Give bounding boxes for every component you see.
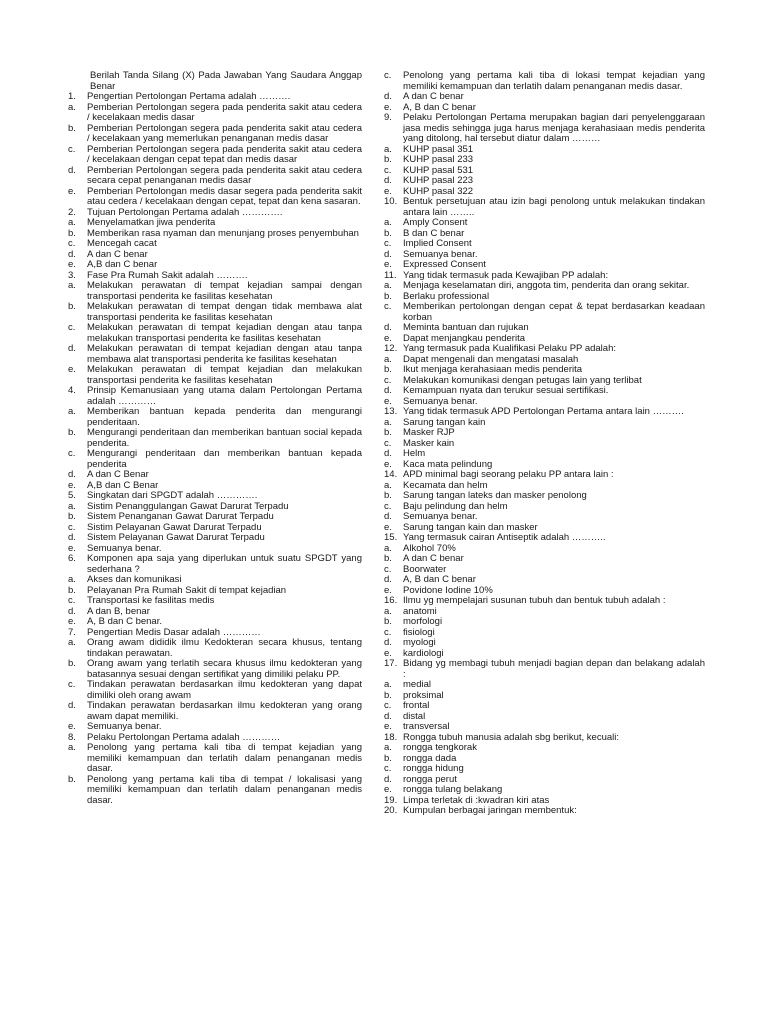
option-letter: a. <box>384 542 392 554</box>
option-letter: e. <box>68 721 76 732</box>
option-text: Semuanya benar. <box>403 511 478 522</box>
option-letter: b. <box>68 584 76 596</box>
question-number: 3. <box>68 269 76 281</box>
option-letter: e. <box>384 395 392 407</box>
option-text: B dan C benar <box>403 227 465 239</box>
option-text: rongga hidung <box>403 763 464 774</box>
answer-option <box>384 71 705 92</box>
answer-option <box>384 176 705 187</box>
option-letter: e. <box>68 259 76 270</box>
option-letter: c. <box>384 626 392 638</box>
option-letter: d. <box>384 511 392 522</box>
option-text: Meminta bantuan dan rujukan <box>403 322 529 333</box>
answer-option <box>68 575 362 586</box>
option-text: Pemberian Pertolongan segera pada penderita sakit atau cedera / kecelakaan medis dasar <box>87 101 362 123</box>
option-letter: a. <box>384 353 392 365</box>
option-text: Alkohol 70% <box>403 542 456 554</box>
answer-option <box>384 439 705 450</box>
option-letter: d. <box>384 175 392 186</box>
option-text: Melakukan perawatan di tempat kejadian dengan atau tanpa melakukan transportasi penderita ke fasilitas kesehatan <box>87 322 362 344</box>
question-number: 16. <box>384 595 398 606</box>
option-text: A dan C benar <box>403 91 464 102</box>
question-item <box>68 92 362 103</box>
option-letter: d. <box>384 322 392 333</box>
option-text: A dan C benar <box>403 553 464 564</box>
option-text: KUHP pasal 351 <box>403 143 474 155</box>
question-text: Pelaku Pertolongan Pertama merupakan bagian dari penyelenggaraan jasa medis sehingga juga harus menjaga kerahasiaan medis penderita yang ditolong, hal tersebut diatur dalam ……… <box>403 112 705 144</box>
option-text: A dan C benar <box>87 248 148 260</box>
question-text: Yang tidak termasuk APD Pertolongan Pertama antara lain ………. <box>403 406 684 417</box>
option-letter: b. <box>384 752 392 764</box>
option-letter: a. <box>384 280 392 291</box>
option-letter: d. <box>68 605 76 617</box>
option-text: Mengurangi penderitaan dan memberikan bantuan kepada penderita <box>87 448 362 470</box>
question-number: 6. <box>68 553 76 564</box>
option-text: Boorwater <box>403 563 447 575</box>
answer-option <box>384 323 705 334</box>
option-letter: c. <box>384 763 392 774</box>
option-text: Tindakan perawatan berdasarkan ilmu kedokteran yang dapat dimiliki oleh orang awam <box>87 679 362 701</box>
option-letter: c. <box>68 143 76 155</box>
option-text: kardiologi <box>403 647 444 659</box>
option-text: Memberikan bantuan kepada penderita dan mengurangi penderitaan. <box>87 406 362 428</box>
answer-option <box>384 302 705 323</box>
option-letter: e. <box>68 542 76 554</box>
answer-option <box>68 145 362 166</box>
answer-option <box>68 596 362 607</box>
option-text: Masker RJP <box>403 427 455 438</box>
option-text: distal <box>403 710 426 722</box>
option-text: Melakukan perawatan di tempat kejadian sampai dengan transportasi penderita ke fasilitas kesehatan <box>87 280 362 302</box>
answer-option <box>68 775 362 807</box>
option-text: A dan B, benar <box>87 605 150 617</box>
question-text: Pengertian Medis Dasar adalah ………… <box>87 626 261 638</box>
question-item <box>384 113 705 145</box>
answer-option <box>68 743 362 775</box>
option-letter: c. <box>384 500 392 512</box>
option-text: KUHP pasal 531 <box>403 164 474 176</box>
question-text: Fase Pra Rumah Sakit adalah ………. <box>87 269 248 281</box>
option-letter: c. <box>384 437 392 449</box>
option-letter: b. <box>384 227 392 239</box>
option-text: A, B dan C benar <box>403 101 476 113</box>
option-letter: b. <box>68 658 76 669</box>
option-letter: d. <box>384 773 392 785</box>
option-text: Penolong yang pertama kali tiba di tempat / lokalisasi yang memiliki kemampuan dan terlatih dalam penanganan medis dasar. <box>87 773 362 806</box>
question-text: Bentuk persetujuan atau izin bagi penolong untuk melakukan tindakan antara lain …….. <box>403 196 705 218</box>
option-text: KUHP pasal 322 <box>403 185 474 197</box>
option-letter: d. <box>384 637 392 648</box>
answer-option <box>384 785 705 796</box>
option-letter: a. <box>384 479 392 491</box>
answer-option <box>384 617 705 628</box>
option-text: myologi <box>403 637 436 648</box>
question-text: Yang tidak termasuk pada Kewajiban PP adalah: <box>403 269 609 281</box>
option-text: transversal <box>403 721 450 732</box>
option-text: Menjaga keselamatan diri, anggota tim, penderita dan orang sekitar. <box>403 280 690 291</box>
answer-option <box>384 722 705 733</box>
option-text: Sarung tangan lateks dan masker penolong <box>403 490 587 501</box>
option-letter: e. <box>68 616 76 627</box>
option-letter: d. <box>384 385 392 396</box>
option-text: Expressed Consent <box>403 259 486 270</box>
option-letter: b. <box>384 364 392 375</box>
question-number: 20. <box>384 805 398 816</box>
question-item <box>384 596 705 607</box>
option-letter: d. <box>384 91 392 102</box>
option-letter: d. <box>68 532 76 543</box>
option-text: Melakukan perawatan di tempat kejadian dengan atau tanpa membawa alat transportasi penderita ke fasilitas kesehatan <box>87 343 362 365</box>
option-text: Mengurangi penderitaan dan memberikan bantuan social kepada penderita. <box>87 427 362 449</box>
option-text: Orang awam yang terlatih secara khusus ilmu kedokteran yang batasannya sesuai dengan sertifikat yang dimiliki pelaku PP. <box>87 658 362 680</box>
question-item <box>384 806 705 817</box>
answer-option <box>384 92 705 103</box>
option-text: Pemberian Pertolongan medis dasar segera pada penderita sakit atau cedera / kecelakaan dengan cepat, tepat dan kena sasaran. <box>87 185 362 207</box>
option-letter: b. <box>384 616 392 627</box>
question-item <box>68 491 362 502</box>
question-item <box>384 407 705 418</box>
question-item <box>384 470 705 481</box>
question-number: 12. <box>384 343 398 354</box>
option-letter: c. <box>68 322 76 333</box>
option-text: rongga dada <box>403 752 457 764</box>
option-text: Sarung tangan kain dan masker <box>403 521 538 533</box>
answer-option <box>68 365 362 386</box>
answer-option <box>68 218 362 229</box>
answer-option <box>68 701 362 722</box>
option-letter: a. <box>68 742 76 753</box>
option-text: Semuanya benar. <box>87 721 162 732</box>
option-text: Sistem Penanganan Gawat Darurat Terpadu <box>87 511 274 522</box>
option-letter: b. <box>68 122 76 134</box>
option-text: Kemampuan nyata dan terukur sesuai sertifikasi. <box>403 385 609 396</box>
question-text: Yang termasuk cairan Antiseptik adalah ……….. <box>403 532 606 543</box>
option-letter: e. <box>68 185 76 197</box>
option-text: A, B dan C benar. <box>87 616 162 627</box>
answer-option <box>68 166 362 187</box>
option-text: Semuanya benar. <box>87 542 162 554</box>
question-number: 14. <box>384 469 398 480</box>
option-text: Masker kain <box>403 437 455 449</box>
answer-option <box>384 386 705 397</box>
option-letter: b. <box>384 290 392 302</box>
question-number: 19. <box>384 794 398 806</box>
option-text: rongga perut <box>403 773 457 785</box>
option-letter: d. <box>68 700 76 711</box>
option-text: Semuanya benar. <box>403 248 478 260</box>
question-text: Tujuan Pertolongan Pertama adalah …………. <box>87 206 283 218</box>
option-letter: c. <box>68 521 76 533</box>
question-number: 5. <box>68 490 76 501</box>
option-text: KUHP pasal 233 <box>403 154 474 165</box>
question-item <box>384 533 705 544</box>
option-letter: b. <box>384 154 392 165</box>
question-text: Prinsip Kemanusiaan yang utama dalam Pertolongan Pertama adalah ………… <box>87 385 362 407</box>
option-text: Melakukan komunikasi dengan petugas lain yang terlibat <box>403 374 642 386</box>
answer-option <box>68 428 362 449</box>
answer-option <box>384 260 705 271</box>
option-text: frontal <box>403 700 430 711</box>
option-letter: b. <box>384 427 392 438</box>
option-letter: b. <box>68 301 76 312</box>
option-letter: c. <box>68 679 76 690</box>
option-letter: a. <box>384 416 392 428</box>
question-number: 11. <box>384 269 397 281</box>
question-text: Pelaku Pertolongan Pertama adalah ………… <box>87 731 281 743</box>
answer-option <box>384 638 705 649</box>
answer-option <box>68 302 362 323</box>
option-letter: a. <box>68 637 76 648</box>
option-text: Sistim Pelayanan Gawat Darurat Terpadu <box>87 521 262 533</box>
option-text: Transportasi ke fasilitas medis <box>87 595 215 606</box>
option-letter: c. <box>384 301 392 312</box>
answer-option <box>68 344 362 365</box>
option-text: rongga tengkorak <box>403 742 477 753</box>
option-text: anatomi <box>403 605 437 617</box>
option-letter: b. <box>384 490 392 501</box>
option-text: A,B dan C benar <box>87 259 158 270</box>
option-letter: c. <box>68 238 76 249</box>
option-text: Dapat menjangkau penderita <box>403 332 526 344</box>
answer-option <box>68 187 362 208</box>
question-number: 2. <box>68 206 76 218</box>
option-letter: e. <box>384 784 392 795</box>
option-text: medial <box>403 679 431 690</box>
option-text: rongga tulang belakang <box>403 784 503 795</box>
option-text: Pemberian Pertolongan segera pada penderita sakit atau cedera / kecelakaan dengan cepat tepat dan medis dasar <box>87 143 362 165</box>
option-letter: b. <box>384 689 392 701</box>
option-text: Sistem Pelayanan Gawat Darurat Terpadu <box>87 532 265 543</box>
option-letter: a. <box>384 742 392 753</box>
answer-option <box>68 617 362 628</box>
question-text: Ilmu yg mempelajari susunan tubuh dan bentuk tubuh adalah : <box>403 595 666 606</box>
option-letter: e. <box>384 721 392 732</box>
option-text: fisiologi <box>403 626 435 638</box>
question-number: 4. <box>68 385 76 396</box>
option-text: Pemberian Pertolongan segera pada penderita sakit atau cedera secara cepat penanganan medis dasar <box>87 164 362 186</box>
option-letter: e. <box>384 101 392 113</box>
option-letter: a. <box>68 217 76 228</box>
answer-option <box>68 722 362 733</box>
answer-option <box>384 743 705 754</box>
option-letter: e. <box>384 647 392 659</box>
option-text: A dan C Benar <box>87 469 149 480</box>
question-number: 17. <box>384 658 398 669</box>
option-text: Tindakan perawatan berdasarkan ilmu kedokteran yang orang awam dapat memiliki. <box>87 700 362 722</box>
answer-option <box>384 449 705 460</box>
option-text: A, B dan C benar <box>403 574 476 585</box>
option-letter: a. <box>68 280 76 291</box>
option-letter: e. <box>384 259 392 270</box>
option-letter: d. <box>68 164 76 176</box>
option-text: Helm <box>403 448 426 459</box>
instruction-text <box>68 71 362 92</box>
option-letter: e. <box>384 521 392 533</box>
option-text: Menyelamatkan jiwa penderita <box>87 217 216 228</box>
answer-option <box>68 449 362 470</box>
option-letter: d. <box>68 248 76 260</box>
option-text: Sarung tangan kain <box>403 416 486 428</box>
option-letter: a. <box>68 500 76 512</box>
option-text: Pemberian Pertolongan segera pada penderita sakit atau cedera / kecelakaan yang memerlukan penanganan medis dasar <box>87 122 362 144</box>
option-text: Mencegah cacat <box>87 238 157 249</box>
answer-option <box>68 533 362 544</box>
answer-option <box>384 575 705 586</box>
question-item <box>384 197 705 218</box>
answer-option <box>68 323 362 344</box>
option-letter: e. <box>384 584 392 596</box>
question-number: 15. <box>384 532 398 543</box>
answer-option <box>384 764 705 775</box>
option-text: Kaca mata pelindung <box>403 458 493 470</box>
question-text: Kumpulan berbagai jaringan membentuk: <box>403 805 577 816</box>
option-letter: c. <box>384 700 392 711</box>
option-text: Dapat mengenali dan mengatasi masalah <box>403 353 579 365</box>
answer-option <box>384 491 705 502</box>
answer-option <box>68 659 362 680</box>
option-text: Melakukan perawatan di tempat kejadian dan melakukan transportasi penderita ke fasilitas kesehatan <box>87 364 362 386</box>
instruction-label: Berilah Tanda Silang (X) Pada Jawaban Yang Saudara Anggap Benar <box>90 70 362 92</box>
left-column <box>68 71 362 806</box>
option-letter: a. <box>384 679 392 690</box>
answer-option <box>384 281 705 292</box>
question-number: 1. <box>68 91 76 102</box>
answer-option <box>384 691 705 702</box>
question-text: Bidang yg membagi tubuh menjadi bagian depan dan belakang adalah : <box>403 658 705 680</box>
answer-option <box>68 239 362 250</box>
option-text: Amply Consent <box>403 217 468 228</box>
option-letter: d. <box>68 343 76 354</box>
answer-option <box>68 124 362 145</box>
option-letter: e. <box>384 458 392 470</box>
option-letter: a. <box>384 605 392 617</box>
answer-option <box>68 260 362 271</box>
option-letter: b. <box>68 773 76 785</box>
option-letter: d. <box>68 469 76 480</box>
question-item <box>68 386 362 407</box>
option-letter: a. <box>384 143 392 155</box>
answer-option <box>68 470 362 481</box>
option-text: Memberikan rasa nyaman dan menunjang proses penyembuhan <box>87 227 359 239</box>
question-text: Singkatan dari SPGDT adalah …………. <box>87 490 258 501</box>
option-letter: e. <box>384 185 392 197</box>
option-text: Berlaku professional <box>403 290 490 302</box>
option-text: Memberikan pertolongan dengan cepat & tepat berdasarkan keadaan korban <box>403 301 705 323</box>
question-number: 9. <box>384 112 392 123</box>
option-text: Povidone Iodine 10% <box>403 584 493 596</box>
option-letter: b. <box>384 553 392 564</box>
answer-option <box>384 512 705 523</box>
answer-option <box>68 281 362 302</box>
answer-option <box>68 407 362 428</box>
option-text: morfologi <box>403 616 443 627</box>
option-letter: d. <box>384 448 392 459</box>
answer-option <box>68 638 362 659</box>
question-text: APD minimal bagi seorang pelaku PP antara lain : <box>403 469 614 480</box>
question-item <box>68 554 362 575</box>
option-letter: e. <box>68 364 76 375</box>
option-text: Akses dan komunikasi <box>87 574 182 585</box>
option-letter: b. <box>68 227 76 239</box>
option-letter: a. <box>68 406 76 417</box>
option-text: Orang awam dididik ilmu Kedokteran secara khusus, tentang tindakan perawatan. <box>87 637 362 659</box>
option-letter: c. <box>384 563 392 575</box>
option-text: Sistim Penanggulangan Gawat Darurat Terpadu <box>87 500 289 512</box>
option-letter: b. <box>68 511 76 522</box>
answer-option <box>384 218 705 229</box>
option-letter: c. <box>68 448 76 459</box>
answer-option <box>68 680 362 701</box>
answer-option <box>68 103 362 124</box>
option-letter: a. <box>384 217 392 228</box>
answer-option <box>384 428 705 439</box>
option-letter: d. <box>384 710 392 722</box>
option-letter: d. <box>384 248 392 260</box>
question-text: Rongga tubuh manusia adalah sbg berikut, kecuali: <box>403 731 620 743</box>
answer-option <box>384 155 705 166</box>
option-text: Penolong yang pertama kali tiba di lokasi tempat kejadian yang memiliki kemampuan dan terlatih dalam penanganan medis dasar. <box>403 70 705 92</box>
question-number: 8. <box>68 731 76 743</box>
option-letter: d. <box>384 574 392 585</box>
option-letter: c. <box>384 238 392 249</box>
answer-option <box>384 239 705 250</box>
question-text: Komponen apa saja yang diperlukan untuk suatu SPGDT yang sederhana ? <box>87 553 362 575</box>
answer-option <box>384 554 705 565</box>
option-text: Penolong yang pertama kali tiba di tempat kejadian yang memiliki kemampuan dan terlatih dalam penanganan medis dasar. <box>87 742 362 774</box>
question-number: 13. <box>384 406 398 417</box>
option-letter: c. <box>384 70 392 81</box>
question-number: 18. <box>384 731 398 743</box>
option-text: KUHP pasal 223 <box>403 175 474 186</box>
right-column <box>384 71 705 817</box>
option-text: Implied Consent <box>403 238 472 249</box>
option-text: Ikut menjaga kerahasiaan medis penderita <box>403 364 583 375</box>
option-text: Kecamata dan helm <box>403 479 488 491</box>
option-letter: b. <box>68 427 76 438</box>
question-number: 7. <box>68 626 76 638</box>
option-letter: c. <box>384 164 392 176</box>
option-text: A,B dan C Benar <box>87 479 159 491</box>
question-item <box>384 659 705 680</box>
option-text: Semuanya benar. <box>403 395 478 407</box>
option-letter: e. <box>384 332 392 344</box>
question-text: Pengertian Pertolongan Pertama adalah ………. <box>87 91 291 102</box>
option-letter: e. <box>68 479 76 491</box>
option-letter: a. <box>68 101 76 113</box>
answer-option <box>384 680 705 691</box>
question-item <box>384 344 705 355</box>
option-text: Baju pelindung dan helm <box>403 500 508 512</box>
option-letter: a. <box>68 574 76 585</box>
option-letter: c. <box>68 595 76 606</box>
answer-option <box>68 512 362 523</box>
option-text: Melakukan perawatan di tempat dengan tidak membawa alat transportasi penderita ke fasilitas kesehatan <box>87 301 362 323</box>
question-number: 10. <box>384 196 398 207</box>
question-text: Limpa terletak di :kwadran kiri atas <box>403 794 550 806</box>
answer-option <box>384 701 705 712</box>
option-letter: c. <box>384 374 392 386</box>
question-text: Yang termasuk pada Kualifikasi Pelaku PP adalah: <box>403 343 617 354</box>
option-text: proksimal <box>403 689 444 701</box>
option-text: Pelayanan Pra Rumah Sakit di tempat kejadian <box>87 584 287 596</box>
answer-option <box>384 365 705 376</box>
